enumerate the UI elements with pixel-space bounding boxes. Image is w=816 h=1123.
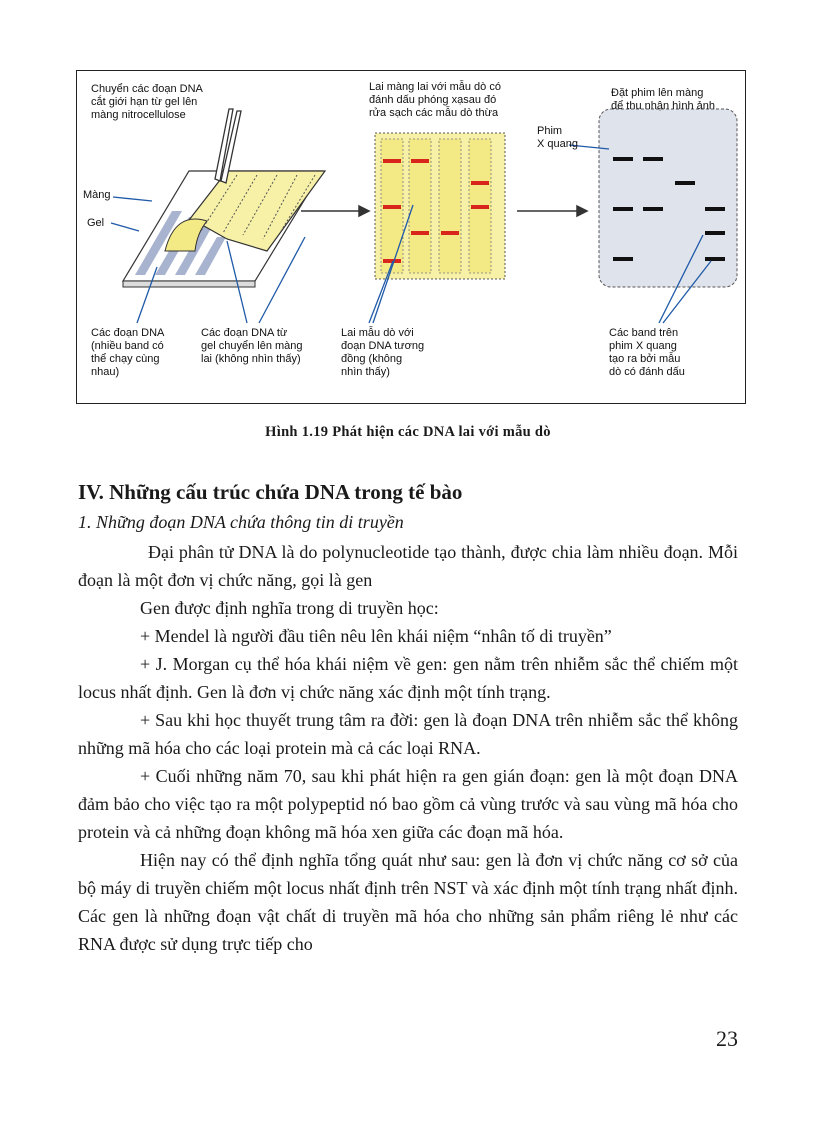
label-hybridize-bottom: Lai mẫu dò với đoạn DNA tương đồng (không nhìn thấy) [341, 327, 425, 378]
paragraph: Đại phân tử DNA là do polynucleotide tạo thành, được chia làm nhiều đoạn. Mỗi đoạn là một đơn vị chức năng, gọi là gen [78, 542, 738, 590]
paragraph: + Mendel là người đầu tiên nêu lên khái niệm “nhân tố di truyền” [140, 626, 612, 646]
process-arrow-1 [301, 206, 369, 216]
subsection-heading: 1. Những đoạn DNA chứa thông tin di truyền [78, 512, 404, 532]
label-transferred-fragments: Các đoạn DNA từ gel chuyển lên màng lai (không nhìn thấy) [201, 327, 303, 365]
label-dna-fragments: Các đoạn DNA (nhiều band có thể chạy cùng nhau) [91, 327, 165, 378]
figure-southern-blot [76, 70, 746, 404]
label-place-film: Đặt phim lên màng để thu nhận hình ảnh [611, 87, 715, 112]
label-xray-film: Phim X quang [537, 125, 578, 150]
process-arrow-2 [517, 206, 587, 216]
section-heading: IV. Những cấu trúc chứa DNA trong tế bào [78, 480, 463, 504]
paragraph: + Sau khi học thuyết trung tâm ra đời: gen là đoạn DNA trên nhiễm sắc thể không những mã hóa cho các loại protein mà cả các loại RNA. [78, 710, 738, 758]
body-text [78, 538, 738, 958]
paragraph: Gen được định nghĩa trong di truyền học: [140, 598, 439, 618]
page-number: 23 [716, 1026, 738, 1051]
label-gel: Gel [87, 217, 105, 229]
paragraph: + Cuối những năm 70, sau khi phát hiện ra gen gián đoạn: gen là một đoạn DNA đảm bảo cho việc tạo ra một polypeptid nó bao gồm cả vùng trước và sau vùng mã hóa cho protein và cả những đoạn không mã hóa xen giữa các đoạn mã hóa. [78, 766, 738, 842]
label-hybridize-top: Lai màng lai với mẫu dò có đánh dấu phóng xạsau đó rửa sạch các mẫu dò thừa [369, 81, 501, 119]
paragraph: + J. Morgan cụ thể hóa khái niệm về gen: gen nằm trên nhiễm sắc thể chiếm một locus nhất định. Gen là đơn vị chức năng xác định một tính trạng. [78, 654, 738, 702]
label-film-bands: Các band trên phim X quang tạo ra bởi mẫu dò có đánh dấu [609, 327, 685, 378]
label-membrane: Màng [83, 189, 111, 201]
label-transfer: Chuyển các đoạn DNA cắt giới hạn từ gel lên màng nitrocellulose [91, 83, 203, 121]
gel-slab-edge [123, 281, 255, 287]
paragraph: Hiện nay có thể định nghĩa tổng quát như sau: gen là đơn vị chức năng cơ sở của bộ máy di truyền chiếm một locus nhất định trên NST và xác định một tính trạng nhất định. Các gen là những đoạn vật chất di truyền mã hóa cho những sản phẩm riêng lẻ như các RNA được sử dụng trực tiếp cho [78, 850, 738, 954]
figure-caption: Hình 1.19 Phát hiện các DNA lai với mẫu dò [265, 424, 551, 440]
